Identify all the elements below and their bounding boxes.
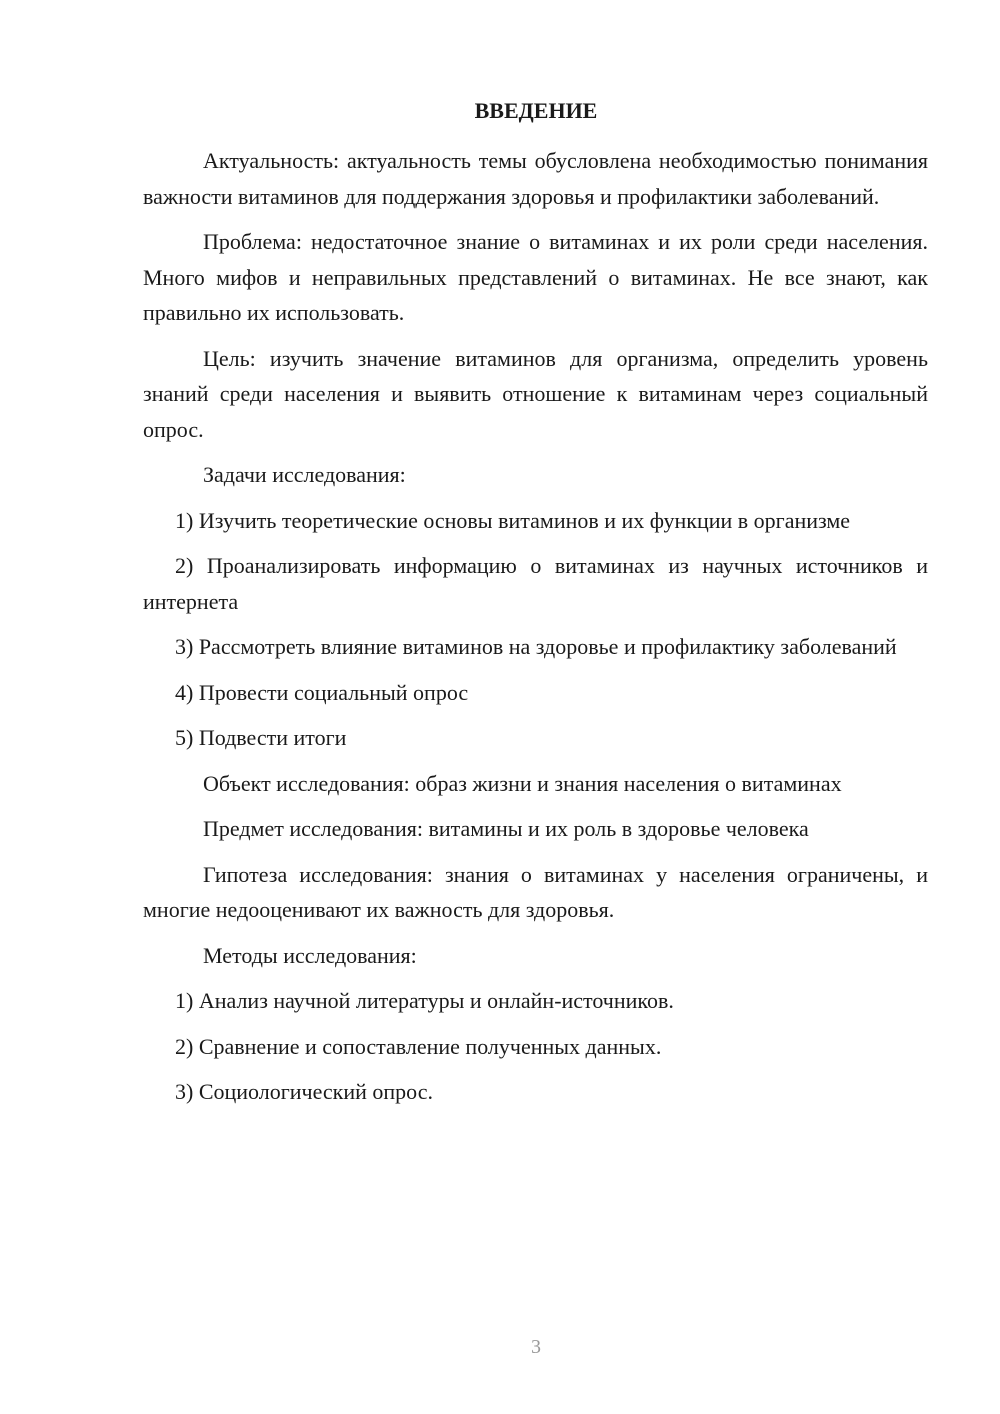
goal-paragraph: Цель: изучить значение витаминов для организма, определить уровень знаний среди населения и выявить отношение к витаминам через социальный опрос. xyxy=(143,345,928,442)
relevance-paragraph: Актуальность: актуальность темы обусловлена необходимостью понимания важности витаминов для поддержания здоровья и профилактики заболеваний. xyxy=(143,148,928,209)
page-title: ВВЕДЕНИЕ xyxy=(474,98,598,123)
task-item-1: 1) Изучить теоретические основы витаминов и их функции в организме xyxy=(175,507,851,533)
method-item-1: 1) Анализ научной литературы и онлайн-источников. xyxy=(175,988,674,1013)
subject-paragraph: Предмет исследования: витамины и их роль в здоровье человека xyxy=(203,816,809,841)
method-item-2: 2) Сравнение и сопоставление полученных данных. xyxy=(175,1033,662,1059)
problem-paragraph: Проблема: недостаточное знание о витаминах и их роли среди населения. Много мифов и неправильных представлений о витаминах. Не все знают, как правильно их использовать. xyxy=(143,229,928,325)
method-item-3: 3) Социологический опрос. xyxy=(175,1079,433,1104)
hypothesis-paragraph: Гипотеза исследования: знания о витаминах у населения ограничены, и многие недооценивают их важность для здоровья. xyxy=(143,861,928,922)
task-item-3: 3) Рассмотреть влияние витаминов на здоровье и профилактику заболеваний xyxy=(175,634,897,659)
task-item-2: 2) Проанализировать информацию о витаминах из научных источников и интернета xyxy=(143,553,928,614)
task-item-5: 5) Подвести итоги xyxy=(175,725,347,750)
page-number: 3 xyxy=(531,1336,541,1358)
object-paragraph: Объект исследования: образ жизни и знания населения о витаминах xyxy=(203,770,842,796)
tasks-heading: Задачи исследования: xyxy=(203,462,406,487)
task-item-4: 4) Провести социальный опрос xyxy=(175,679,469,705)
methods-heading: Методы исследования: xyxy=(203,942,417,968)
document-body xyxy=(143,143,928,1120)
